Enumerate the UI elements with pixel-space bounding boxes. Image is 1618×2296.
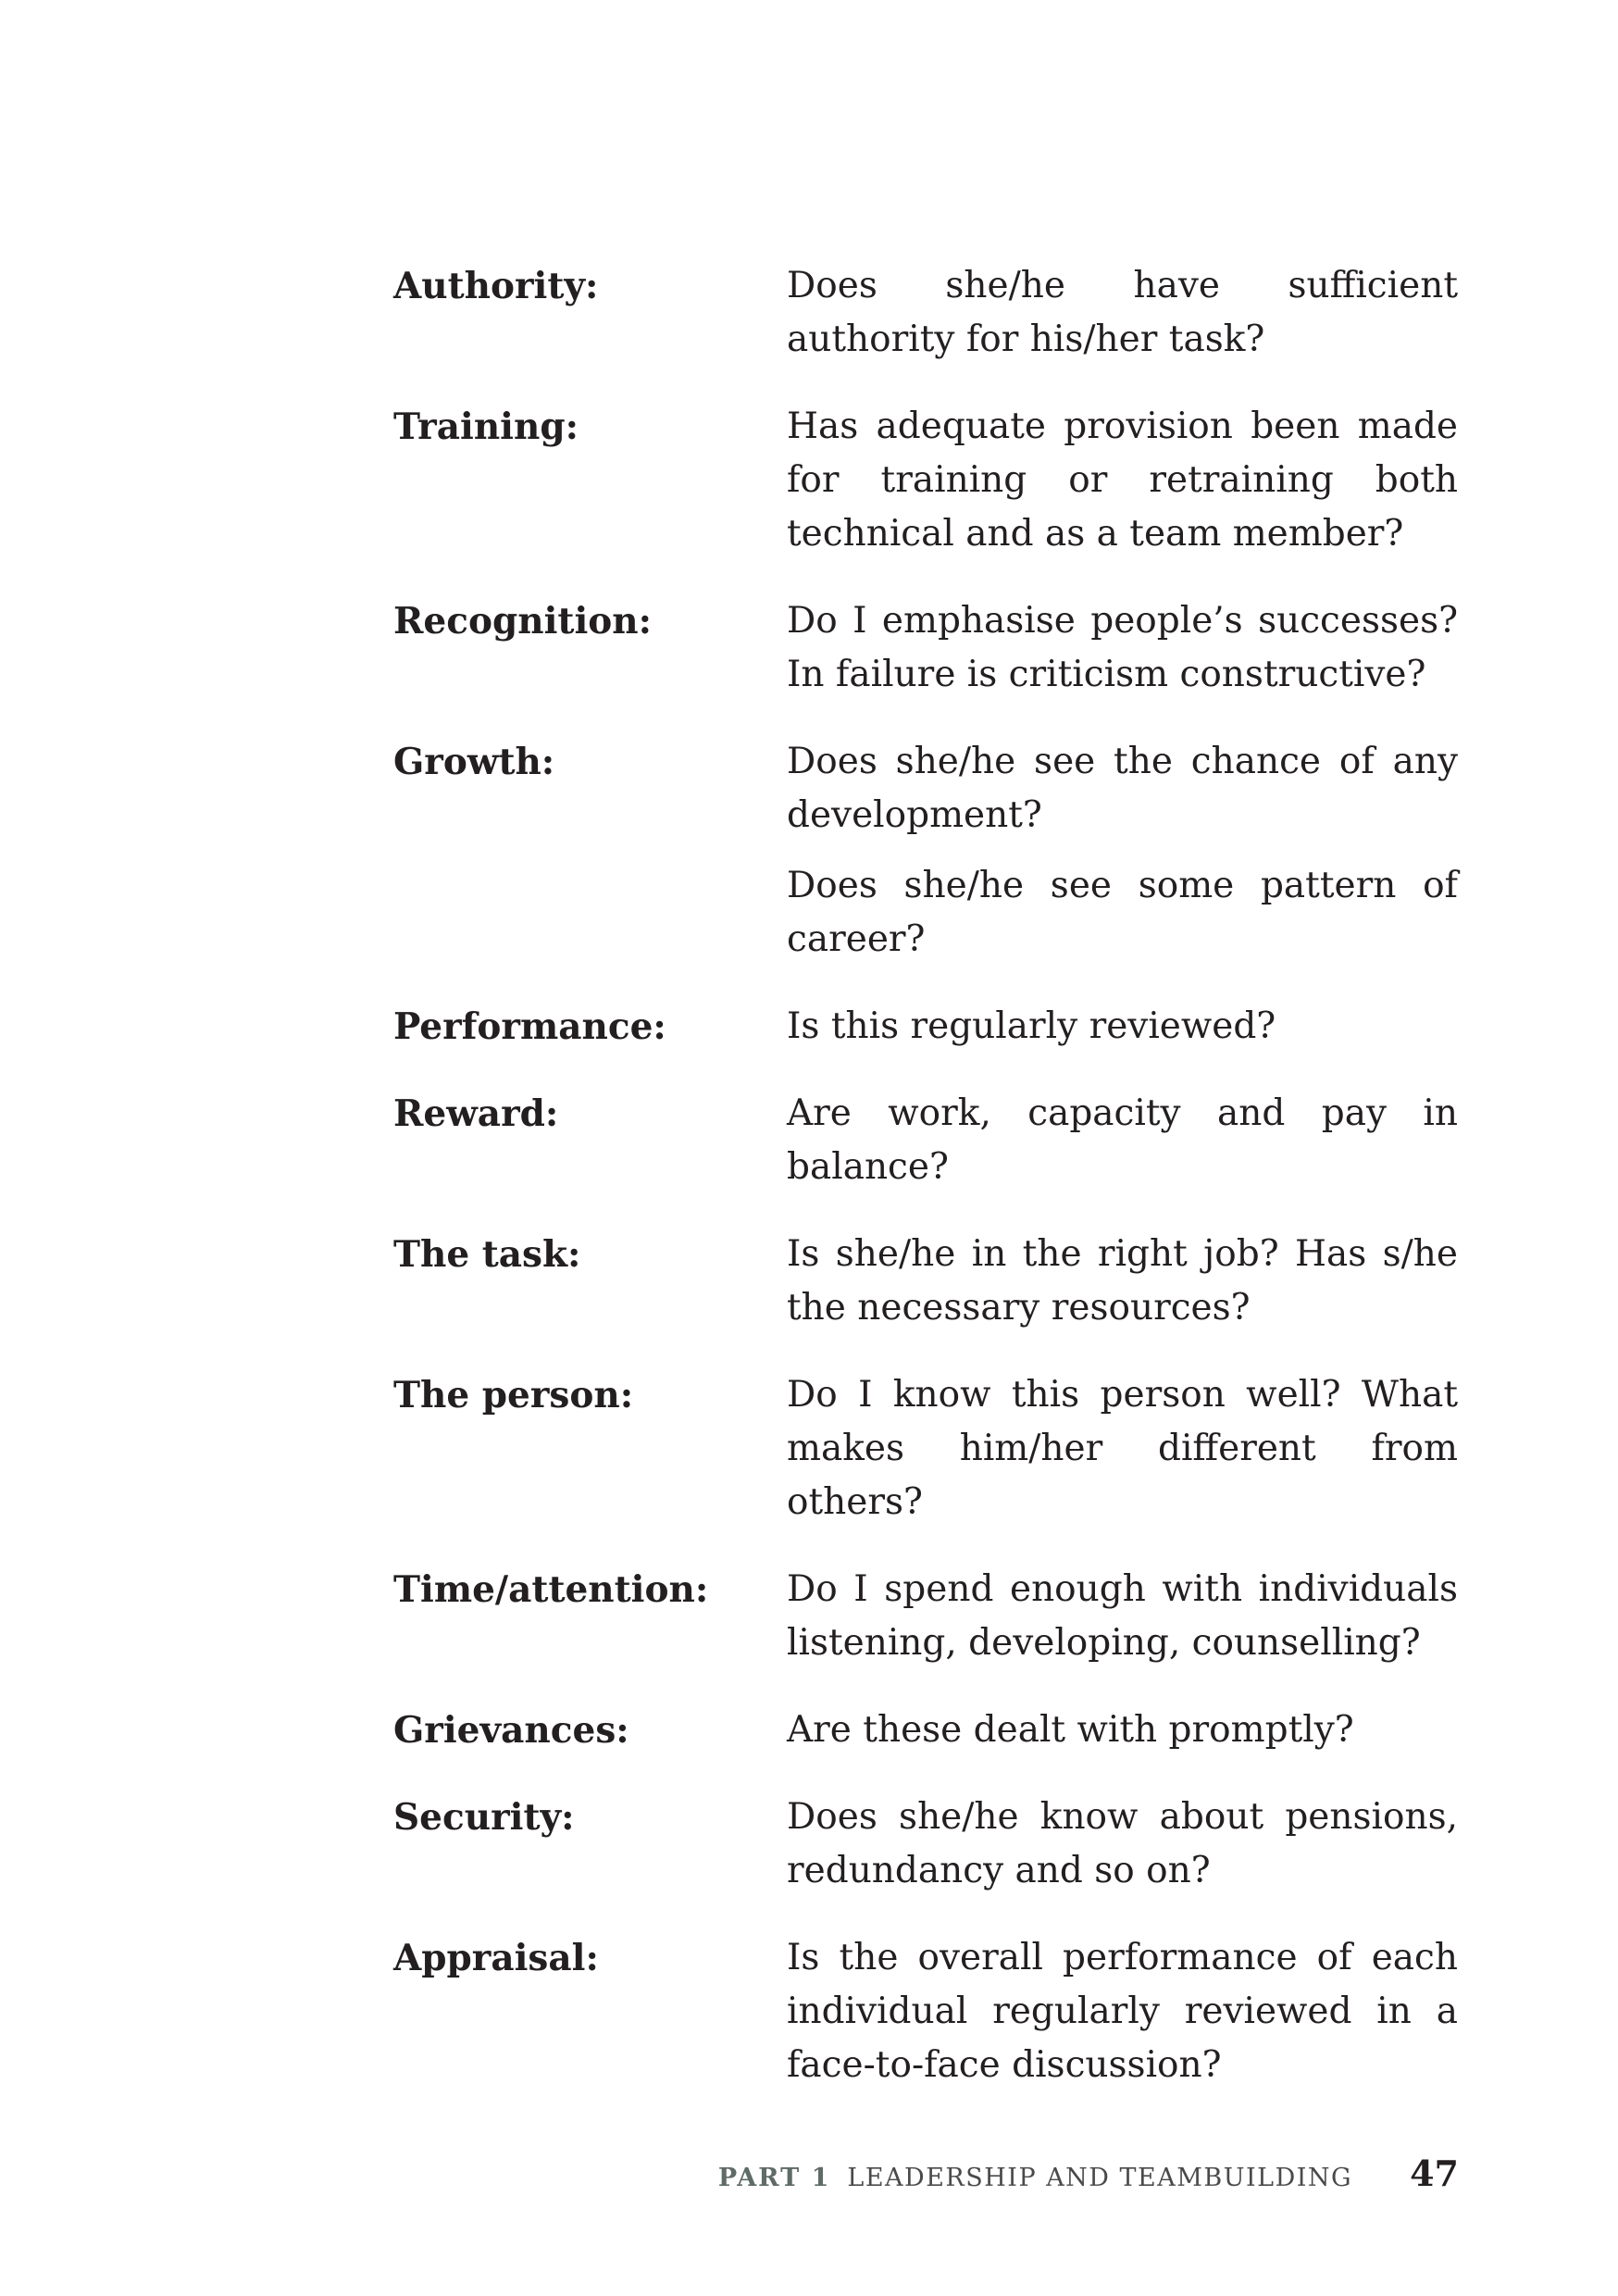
checklist-entry [393,1228,1458,1335]
entry-term: Performance: [393,1005,666,1048]
entry-term: Growth: [393,741,555,783]
checklist-entry [393,400,1458,561]
entry-term: Authority: [393,265,599,307]
checklist-entry [393,1931,1458,2092]
entry-definition: Does she/he see the chance of any development? [787,741,1458,836]
entry-definitions [787,594,1458,702]
footer-section-title: LEADERSHIP AND TEAMBUILDING [847,2164,1353,2192]
entry-definitions [787,1368,1458,1529]
page-number: 47 [1410,2152,1459,2194]
entry-definition: Do I know this person well? What makes him/her different from others? [787,1374,1458,1523]
checklist-entry [393,1087,1458,1194]
entry-definition: Are these dealt with promptly? [787,1709,1354,1751]
entry-term: Reward: [393,1092,559,1135]
entry-definition: Is this regularly reviewed? [787,1005,1276,1047]
entry-term: Time/attention: [393,1568,709,1611]
entry-term: Grievances: [393,1709,629,1752]
checklist-entry [393,1791,1458,1898]
entry-term: Security: [393,1796,575,1839]
entry-definition: Do I emphasise people’s successes? In failure is criticism constructive? [787,600,1458,695]
checklist-entry [393,1000,1458,1054]
entry-definition: Has adequate provision been made for training or retraining both technical and as a team member? [787,406,1458,555]
entry-definitions [787,259,1458,367]
entry-term: Recognition: [393,600,653,643]
entry-definition: Does she/he have sufficient authority for his/her task? [787,265,1458,360]
checklist-entry [393,1368,1458,1529]
entry-term: Appraisal: [393,1937,599,1979]
footer-part-label: PART 1 [717,2164,831,2192]
entry-definition: Is the overall performance of each individual regularly reviewed in a face-to-face discussion? [787,1937,1458,2086]
entry-definitions [787,400,1458,561]
entry-definitions [787,1563,1458,1670]
checklist-entry [393,735,1458,967]
checklist-entry [393,1563,1458,1670]
entry-definitions [787,1228,1458,1335]
checklist-entry [393,1703,1458,1757]
running-footer [718,2152,1459,2194]
entry-term: Training: [393,406,579,448]
entry-definition: Does she/he know about pensions, redundancy and so on? [787,1796,1458,1891]
checklist-entry [393,594,1458,702]
entry-term: The person: [393,1374,634,1416]
entry-definitions [787,1931,1458,2092]
entry-definitions [787,735,1458,967]
entry-definitions [787,1703,1458,1757]
checklist-entry [393,259,1458,367]
checklist [393,259,1458,2126]
entry-definition: Do I spend enough with individuals listening, developing, counselling? [787,1568,1458,1664]
entry-definition: Are work, capacity and pay in balance? [787,1092,1458,1188]
entry-definition: Is she/he in the right job? Has s/he the necessary resources? [787,1233,1458,1329]
entry-definitions [787,1087,1458,1194]
entry-definitions [787,1000,1458,1054]
entry-definitions [787,1791,1458,1898]
entry-term: The task: [393,1233,581,1276]
entry-definition: Does she/he see some pattern of career? [787,865,1458,960]
